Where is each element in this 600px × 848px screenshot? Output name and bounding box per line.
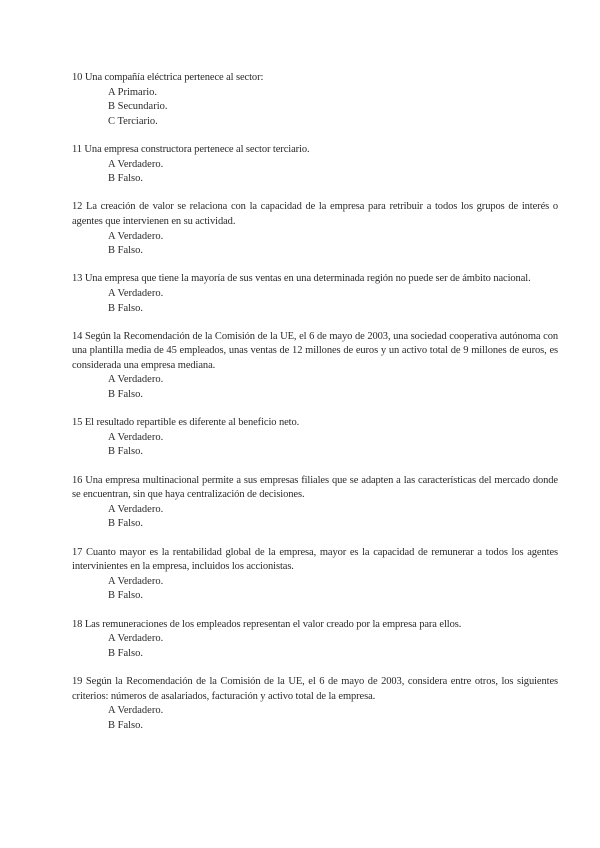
question-text: 12 La creación de valor se relaciona con la capacidad de la empresa para retribuir a todos los grupos de interés o agentes que intervienen en su actividad. <box>72 201 558 227</box>
question-text: 17 Cuanto mayor es la rentabilidad global de la empresa, mayor es la capacidad de remunerar a todos los agentes intervinientes en la empresa, incluidos los accionistas. <box>72 546 558 573</box>
answer-options <box>72 503 558 532</box>
option-c: C Terciario. <box>108 115 158 127</box>
option-b: B Falso. <box>108 389 144 401</box>
answer-options <box>72 704 558 733</box>
question-13 <box>72 272 558 316</box>
question-list <box>72 71 558 747</box>
question-text: 19 Según la Recomendación de la Comisión de la UE, el 6 de mayo de 2003, considera entre otros, los siguientes criterios: números de asalariados, facturación y activo total de la empresa. <box>72 675 558 702</box>
question-text: 16 Una empresa multinacional permite a sus empresas filiales que se adapten a las características del mercado donde se encuentran, sin que haya centralización de decisiones. <box>72 474 558 501</box>
answer-options <box>72 373 558 402</box>
option-a: A Primario. <box>108 86 157 98</box>
option-b: B Falso. <box>108 173 144 185</box>
option-b: B Falso. <box>108 719 144 731</box>
question-text: 15 El resultado repartible es diferente al beneficio neto. <box>72 417 300 429</box>
option-a: A Verdadero. <box>108 575 164 587</box>
question-12 <box>72 200 558 258</box>
question-16 <box>72 474 558 532</box>
question-text: 11 Una empresa constructora pertenece al sector terciario. <box>72 143 310 155</box>
option-a: A Verdadero. <box>108 705 164 717</box>
option-a: A Verdadero. <box>108 633 164 645</box>
option-b: B Falso. <box>108 302 144 314</box>
question-17 <box>72 546 558 604</box>
question-19 <box>72 675 558 733</box>
option-b: B Falso. <box>108 446 144 458</box>
option-a: A Verdadero. <box>108 374 164 386</box>
answer-options <box>72 632 558 661</box>
option-b: B Falso. <box>108 647 144 659</box>
question-text: 18 Las remuneraciones de los empleados representan el valor creado por la empresa para ellos. <box>72 618 462 630</box>
option-b: B Falso. <box>108 518 144 530</box>
option-a: A Verdadero. <box>108 287 164 299</box>
option-a: A Verdadero. <box>108 431 164 443</box>
answer-options <box>72 158 558 187</box>
option-b: B Falso. <box>108 590 144 602</box>
question-10 <box>72 71 558 129</box>
question-text: 14 Según la Recomendación de la Comisión de la UE, el 6 de mayo de 2003, una sociedad cooperativa autónoma con una plantilla media de 45 empleados, unas ventas de 12 millones de euros y un activo total de 9 millones de euros, es considerada una empresa mediana. <box>72 330 558 371</box>
answer-options <box>72 86 558 130</box>
option-b: B Secundario. <box>108 101 168 113</box>
option-a: A Verdadero. <box>108 158 164 170</box>
question-text: 13 Una empresa que tiene la mayoría de sus ventas en una determinada región no puede ser de ámbito nacional. <box>72 273 531 285</box>
question-15 <box>72 416 558 460</box>
answer-options <box>72 575 558 604</box>
question-text: 10 Una compañía eléctrica pertenece al sector: <box>72 72 264 83</box>
option-a: A Verdadero. <box>108 230 164 242</box>
question-18 <box>72 618 558 662</box>
answer-options <box>72 230 558 259</box>
answer-options <box>72 287 558 316</box>
answer-options <box>72 431 558 460</box>
question-11 <box>72 143 558 187</box>
option-b: B Falso. <box>108 245 144 257</box>
question-14 <box>72 330 558 403</box>
option-a: A Verdadero. <box>108 503 164 515</box>
